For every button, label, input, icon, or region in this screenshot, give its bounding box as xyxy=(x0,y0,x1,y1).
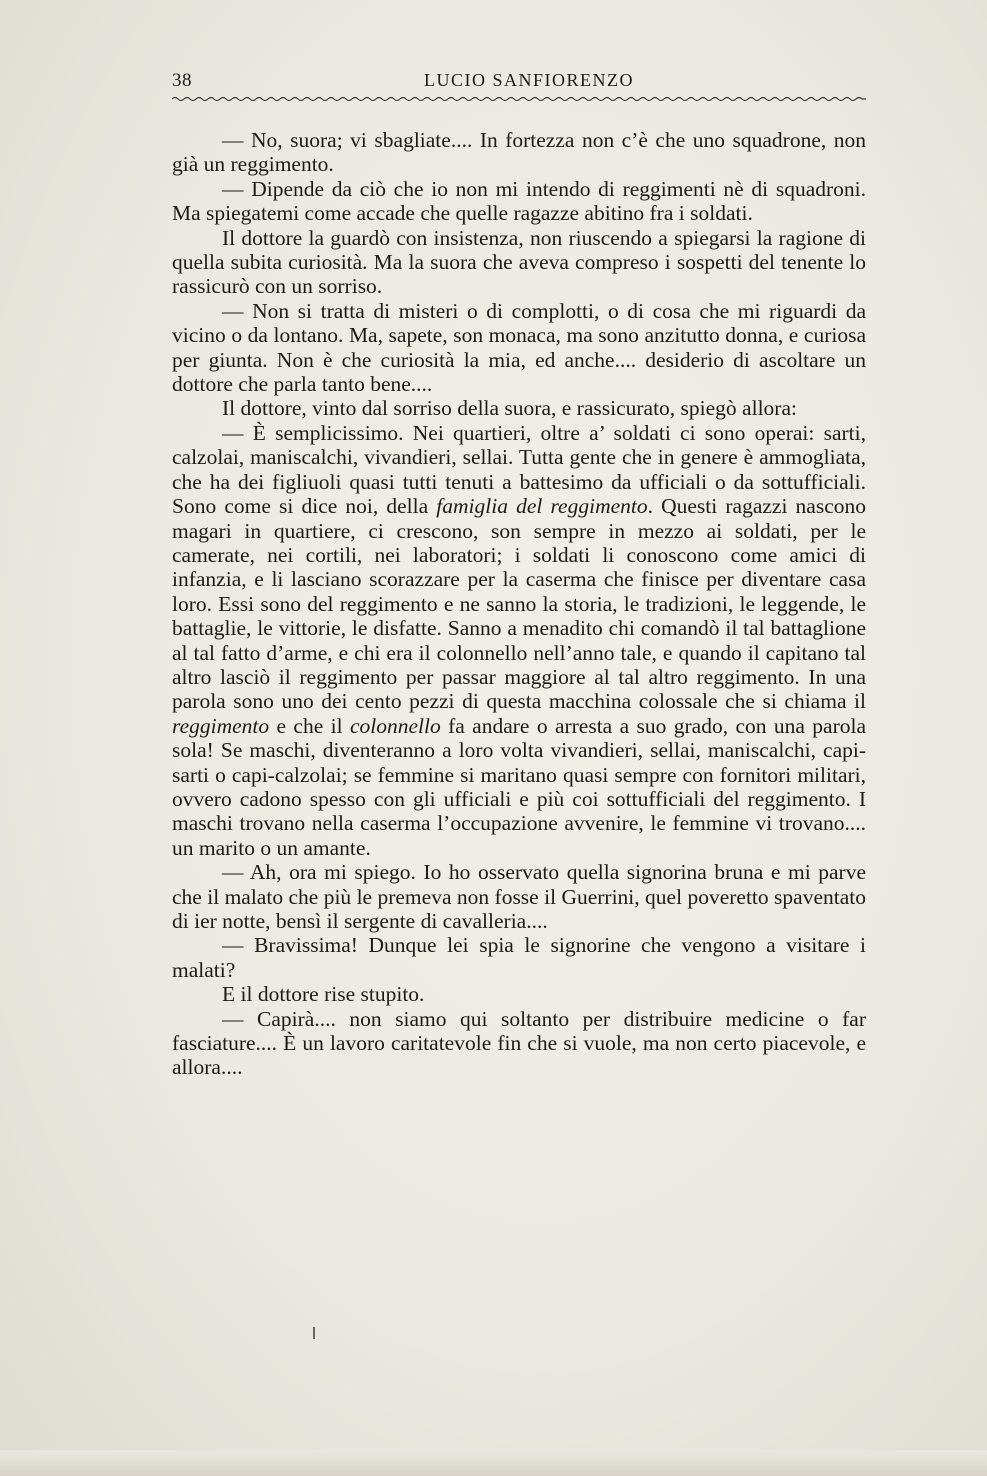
text-run: . Questi ragazzi nascono magari in quartiere, ci crescono, son sempre in mezzo ai soldati, per le camerate, nei cortili, nei laboratori; i soldati li conoscono come amici di infanzia, e li lasciano scorazzare per la caserma che finisce per diventare casa loro. Essi sono del reggimento e ne sanno la storia, le tradizioni, le leggende, le battaglie, le vittorie, le disfatte. Sanno a menadito chi comandò il tal battaglione al tal fatto d’arme, e chi era il colonnello nell’anno tale, e quando il capitano tal altro lasciò il reggimento per passar maggiore al tal altro reggimento. In una parola sono uno dei cento pezzi di questa macchina colossale che si chiama il xyxy=(172,494,866,714)
running-title: LUCIO SANFIORENZO xyxy=(424,70,634,90)
text-run: fa andare o arresta a suo grado, con una parola sola! Se maschi, diventeranno a loro volta vivandieri, sellai, maniscalchi, capi-sarti o capi-calzolai; se femmine si maritano quasi sempre con fornitori militari, ovvero cadono spesso con gli ufficiali e più coi sottufficiali del reggimento. I maschi trovano nella caserma l’occupazione avvenire, le femmine vi trovano.... un marito o un amante. xyxy=(172,713,866,860)
paragraph: — Dipende da ciò che io non mi intendo di reggimenti nè di squadroni. Ma spiegatemi come accade che quelle ragazze abitino fra i soldati. xyxy=(172,176,866,226)
scan-bottom-edge xyxy=(0,1450,987,1476)
page-number: 38 xyxy=(172,70,192,91)
paragraph xyxy=(172,421,866,860)
italic-word: colonnello xyxy=(349,713,441,738)
text-run: e che il xyxy=(269,713,350,738)
header-wavy-rule xyxy=(172,95,866,103)
body-text xyxy=(172,128,866,1080)
ink-speck xyxy=(313,1327,315,1339)
paragraph: — Ah, ora mi spiego. Io ho osservato quella signorina bruna e mi parve che il malato che più le premeva non fosse il Guerrini, quel poveretto spaventato di ier notte, bensì il sergente di cavalleria.... xyxy=(172,860,866,933)
paragraph: Il dottore, vinto dal sorriso della suora, e rassicurato, spiegò allora: xyxy=(222,396,797,421)
paragraph: — Bravissima! Dunque lei spia le signorine che vengono a visitare i malati? xyxy=(172,933,866,982)
paragraph: — Non si tratta di misteri o di complotti, o di cosa che mi riguardi da vicino o da lontano. Ma, sapete, son monaca, ma sono anzitutto donna, e curiosa per giunta. Non è che curiosità la mia, ed anche.... desiderio di ascoltare un dottore che parla tanto bene.... xyxy=(172,298,866,397)
page-header xyxy=(172,70,862,94)
paragraph: — Capirà.... non siamo qui soltanto per distribuire medicine o far fasciature.... È un lavoro caritatevole fin che si vuole, ma non certo piacevole, e allora.... xyxy=(172,1006,866,1080)
paragraph: — No, suora; vi sbagliate.... In fortezza non c’è che uno squadrone, non già un reggimento. xyxy=(172,128,866,177)
paragraph: E il dottore rise stupito. xyxy=(222,982,425,1007)
italic-word: reggimento xyxy=(172,713,270,738)
italic-phrase: famiglia del reggimento xyxy=(436,494,648,519)
text-run: — È semplicissimo. Nei quartieri, oltre a’ soldati ci sono operai: sarti, calzolai, maniscalchi, vivandieri, sellai. Tutta gente che in genere è ammogliata, che ha dei figliuoli quasi tutti tenuti a battesimo da ufficiali o da sottufficiali. Sono come si dice noi, della xyxy=(172,420,866,519)
paragraph: Il dottore la guardò con insistenza, non riuscendo a spiegarsi la ragione di quella subita curiosità. Ma la suora che aveva compreso i sospetti del tenente lo rassicurò con un sorriso. xyxy=(172,225,866,299)
